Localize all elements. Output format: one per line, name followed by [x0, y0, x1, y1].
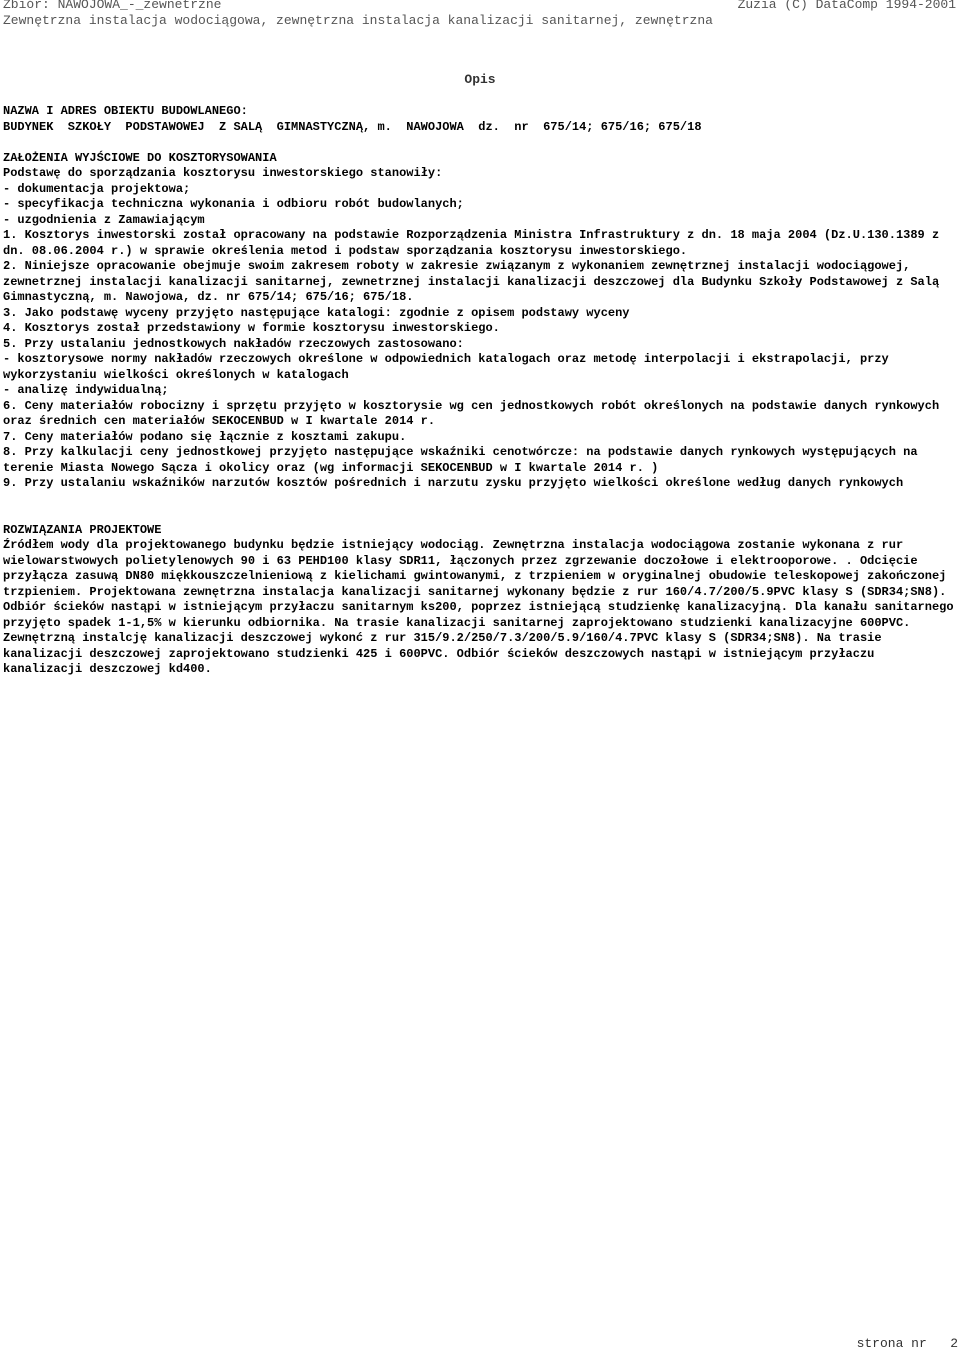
solutions-heading: ROZWIĄZANIA PROJEKTOWE — [3, 522, 162, 537]
assumption-line: 4. Kosztorys został przedstawiony w formie kosztorysu inwestorskiego. — [3, 321, 500, 335]
object-value: BUDYNEK SZKOŁY PODSTAWOWEJ Z SALĄ GIMNASTYCZNĄ, m. NAWOJOWA dz. nr 675/14; 675/16; 675/18 — [3, 119, 702, 134]
header-description: Zewnętrzna instalacja wodociągowa, zewnętrzna instalacja kanalizacji sanitarnej, zewnętrzna — [3, 13, 713, 28]
page-title: Opis — [464, 72, 496, 87]
assumption-line: - dokumentacja projektowa; — [3, 181, 191, 196]
assumption-line: - kosztorysowe normy nakładów rzeczowych określone w odpowiednich katalogach oraz metodę interpolacji i ekstrapolacji, przy wykorzystaniu wielkości określonych w katalogach — [3, 352, 889, 382]
assumption-line: 3. Jako podstawę wyceny przyjęto następujące katalogi: zgodnie z opisem podstawy wyceny — [3, 305, 630, 320]
assumption-line: 2. Niniejsze opracowanie obejmuje swoim zakresem roboty w zakresie związanym z wykonaniem zewnętrznej instalacji wodociągowej, zewnetrznej instalacji kanalizacji sanitarnej, zewnetrznej instalacji kanalizacji deszczowej dla Budynku Szkoły Podstawowej z Salą Gimnastyczną, m. Nawojowa, dz. nr 675/14; 675/16; 675/18. — [3, 259, 940, 304]
header-collection: Zbiór: NAWOJOWA_-_zewnetrzne — [3, 0, 222, 12]
document-body — [3, 104, 957, 678]
assumption-line: 7. Ceny materiałów podano się łącznie z kosztami zakupu. — [3, 429, 407, 444]
header-copyright: Zuzia (C) DataComp 1994-2001 — [737, 0, 956, 12]
assumption-line: - uzgodnienia z Zamawiającym — [3, 212, 205, 227]
assumption-line: Podstawę do sporządzania kosztorysu inwestorskiego stanowiły: — [3, 166, 443, 180]
assumption-line: 8. Przy kalkulacji ceny jednostkowej przyjęto następujące wskaźniki cenotwórcze: na podstawie danych rynkowych występujących na terenie Miasta Nowego Sącza i okolicy oraz (wg informacji SEKOCENBUD w I kwartale 2014 r. ) — [3, 445, 918, 475]
assumption-line: 9. Przy ustalaniu wskaźników narzutów kosztów pośrednich i narzutu zysku przyjęto wielkości określone według danych rynkowych — [3, 476, 904, 490]
assumption-line: - specyfikacja techniczna wykonania i odbioru robót budowlanych; — [3, 197, 464, 211]
assumption-line: - analizę indywidualną; — [3, 383, 169, 397]
page-number: strona nr 2 — [856, 1336, 958, 1351]
assumption-line: 5. Przy ustalaniu jednostkowych nakładów rzeczowych zastosowano: — [3, 336, 464, 351]
solutions-text: Źródłem wody dla projektowanego budynku będzie istniejący wodociąg. Zewnętrzna instalacja wodociągowa zostanie wykonana z rur wielowarstwowych polietylenowych 90 i 63 PEHD100 klasy SDR11, łączonych przez zgrzewanie doczołowe i elektrooporowe. . Odcięcie przyłącza zasuwą DN80 miękkouszczelnieniową z kielichami gwintowanymi, z trzpieniem w oryginalnej obudowie teleskopowej zakończonej trzpieniem. Projektowana zewnętrzna instalacja kanalizacji sanitarnej wykonany będzie z rur 160/4.7/200/5.9PVC klasy S (SDR34;SN8). Odbiór ścieków nastąpi w istniejącym przyłaczu sanitarnym ks200, poprzez istniejącą studzienkę kanalizacyjną. Dla kanału sanitarnego przyjęto spadek 1-1,5% w kierunku odbiornika. Na trasie kanalizacji sanitarnej zaprojektowano studzienki kanalizacyjne 600PVC. Zewnętrzną instalcję kanalizacji deszczowej wykonć z rur 315/9.2/250/7.3/200/5.9/160/4.7PVC klasy S (SDR34;SN8). Na trasie kanalizacji deszczowej zaprojektowano studzienki 425 i 600PVC. Odbiór ścieków deszczowych nastąpi w istniejącym przyłaczu kanalizacji deszczowej kd400. — [3, 538, 954, 676]
object-heading: NAZWA I ADRES OBIEKTU BUDOWLANEGO: — [3, 104, 248, 118]
assumption-line: 1. Kosztorys inwestorski został opracowany na podstawie Rozporządzenia Ministra Infrastruktury z dn. 18 maja 2004 (Dz.U.130.1389 z dn. 08.06.2004 r.) w sprawie określenia metod i podstaw sporządzania kosztorysu inwestorskiego. — [3, 228, 940, 258]
assumption-line: 6. Ceny materiałów robocizny i sprzętu przyjęto w kosztorysie wg cen jednostkowych robót określonych na podstawie danych rynkowych oraz średnich cen materiałów SEKOCENBUD w I kwartale 2014 r. — [3, 398, 940, 428]
assumptions-heading: ZAŁOŻENIA WYJŚCIOWE DO KOSZTORYSOWANIA — [3, 150, 277, 165]
